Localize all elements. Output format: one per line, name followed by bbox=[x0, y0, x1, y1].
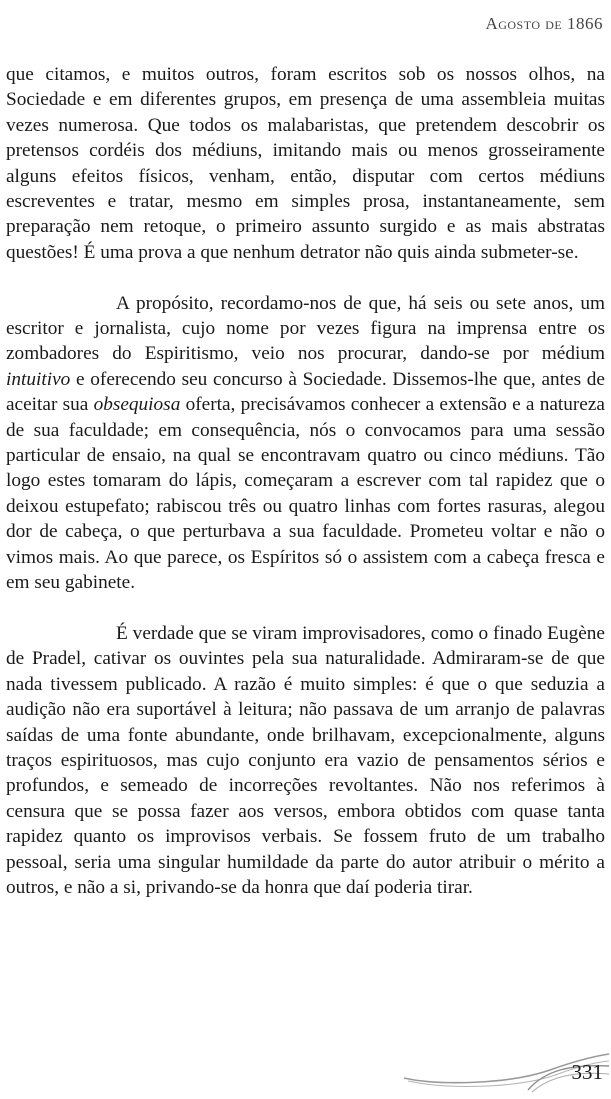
page-number: 331 bbox=[571, 1060, 603, 1084]
paragraph-3 bbox=[6, 621, 605, 900]
text-run: É verdade que se viram improvisadores, como o finado Eugène de Pradel, cativar os ouvintes pela sua naturalidade. Admiraram-se de que nada tivessem publicado. A razão é muito simples: é que o que seduzia a audição não era suportável à leitura; não passava de um arranjo de palavras saídas de uma fonte abundante, onde brilhavam, excepcionalmente, alguns traços espirituosos, mas cujo conjunto era vazio de pensamentos sérios e profundos, e semeado de incorreções revoltantes. Não nos referimos à censura que se possa fazer aos versos, embora obtidos com quase tanta rapidez quanto os improvisos verbais. Se fossem fruto de um trabalho pessoal, seria uma singular humildade da parte do autor atribuir o mérito a outros, e não a si, privando-se da honra que daí poderia tirar. bbox=[6, 622, 605, 898]
paragraph-2 bbox=[6, 291, 605, 596]
paragraph-1 bbox=[6, 62, 605, 265]
italic-text: obsequiosa bbox=[93, 394, 181, 416]
body-text bbox=[6, 62, 605, 900]
text-run: A propósito, recordamo-nos de que, há seis ou sete anos, um escritor e jornalista, cujo nome por vezes figura na imprensa entre os zombadores do Espiritismo, veio nos procurar, dando-se por médium bbox=[6, 292, 605, 365]
text-run: e oferecendo seu concurso à Sociedade. Dissemos-lhe que, antes de aceitar sua bbox=[6, 368, 605, 416]
italic-text: intuitivo bbox=[6, 368, 71, 390]
text-run: que citamos, e muitos outros, foram escritos sob os nossos olhos, na Sociedade e em diferentes grupos, em presença de uma assembleia muitas vezes numerosa. Que todos os malabaristas, que pretendem descobrir os pretensos cordéis dos médiuns, imitando mais ou menos grosseiramente alguns efeitos físicos, venham, então, disputar com certos médiuns escreventes e tratar, mesmo em simples prosa, instantaneamente, sem preparação nem retoque, o primeiro assunto surgido e as mais abstratas questões! É uma prova a que nenhum detrator não quis ainda submeter-se. bbox=[6, 64, 605, 263]
text-run: oferta, precisávamos conhecer a extensão e a natureza de sua faculdade; em consequência, nós o convocamos para uma sessão particular de ensaio, na qual se encontravam quatro ou cinco médiuns. Tão logo estes tomaram do lápis, começaram a escrever com tal rapidez que o deixou estupefato; rabiscou três ou quatro linhas com fortes rasuras, alegou dor de cabeça, o que perturbava a sua faculdade. Prometeu voltar e não o vimos mais. Ao que parece, os Espíritos só o assistem com a cabeça fresca e em seu gabinete. bbox=[6, 394, 605, 594]
running-header: Agosto de 1866 bbox=[485, 14, 603, 33]
